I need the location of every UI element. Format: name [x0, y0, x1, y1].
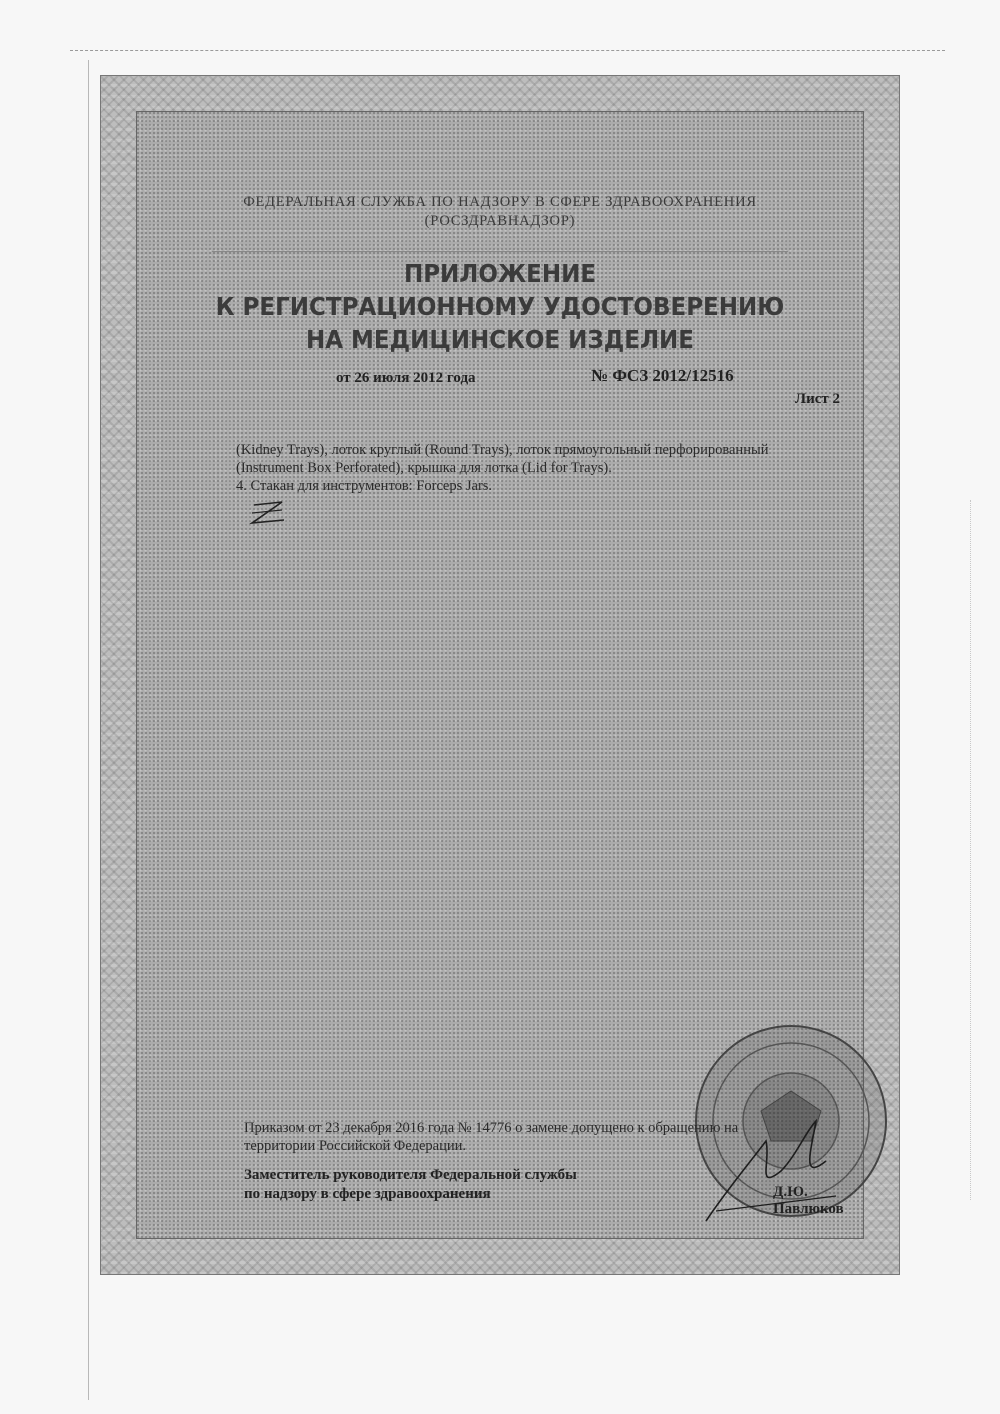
- title-line-1: ПРИЛОЖЕНИЕ: [403, 259, 597, 288]
- body-line-1: (Kidney Trays), лоток круглый (Round Trays), лоток прямоугольный перфорированный: [236, 442, 769, 458]
- position-line-2: по надзору в сфере здравоохранения: [244, 1186, 491, 1202]
- position-line-1: Заместитель руководителя Федеральной службы: [244, 1167, 577, 1183]
- order-line-1: Приказом от 23 декабря 2016 года № 14776 о замене допущено к обращению на: [244, 1120, 739, 1136]
- order-line-2: территории Российской Федерации.: [244, 1138, 467, 1154]
- certificate-number: № ФСЗ 2012/12516: [591, 366, 734, 385]
- certificate-date: от 26 июля 2012 года: [336, 370, 476, 386]
- handwritten-z-mark: [248, 499, 288, 529]
- appendix-body: [236, 441, 844, 495]
- agency-name: ФЕДЕРАЛЬНАЯ СЛУЖБА ПО НАДЗОРУ В СФЕРЕ ЗДРАВООХРАНЕНИЯ: [243, 194, 757, 210]
- replacement-order-note: [244, 1119, 764, 1155]
- header-divider: [212, 251, 788, 252]
- scan-edge-top: [70, 50, 945, 51]
- title-line-3: НА МЕДИЦИНСКОЕ ИЗДЕЛИЕ: [305, 325, 695, 354]
- signatory-position: [244, 1166, 577, 1204]
- scan-edge-left: [88, 60, 89, 1400]
- title-line-2: К РЕГИСТРАЦИОННОМУ УДОСТОВЕРЕНИЮ: [215, 292, 785, 321]
- document-field: [136, 111, 864, 1239]
- body-line-2: (Instrument Box Perforated), крышка для лотка (Lid for Trays).: [236, 460, 612, 476]
- agency-header: [136, 193, 864, 231]
- ornamental-border: [100, 75, 900, 1275]
- agency-abbreviation: (РОСЗДРАВНАДЗОР): [424, 213, 576, 229]
- sheet-number: Лист 2: [794, 391, 840, 407]
- document-title: [136, 257, 864, 356]
- body-line-3: 4. Стакан для инструментов: Forceps Jars.: [236, 478, 493, 494]
- side-dots: [970, 500, 981, 1200]
- signatory-name: Д.Ю. Павлюков: [773, 1184, 844, 1217]
